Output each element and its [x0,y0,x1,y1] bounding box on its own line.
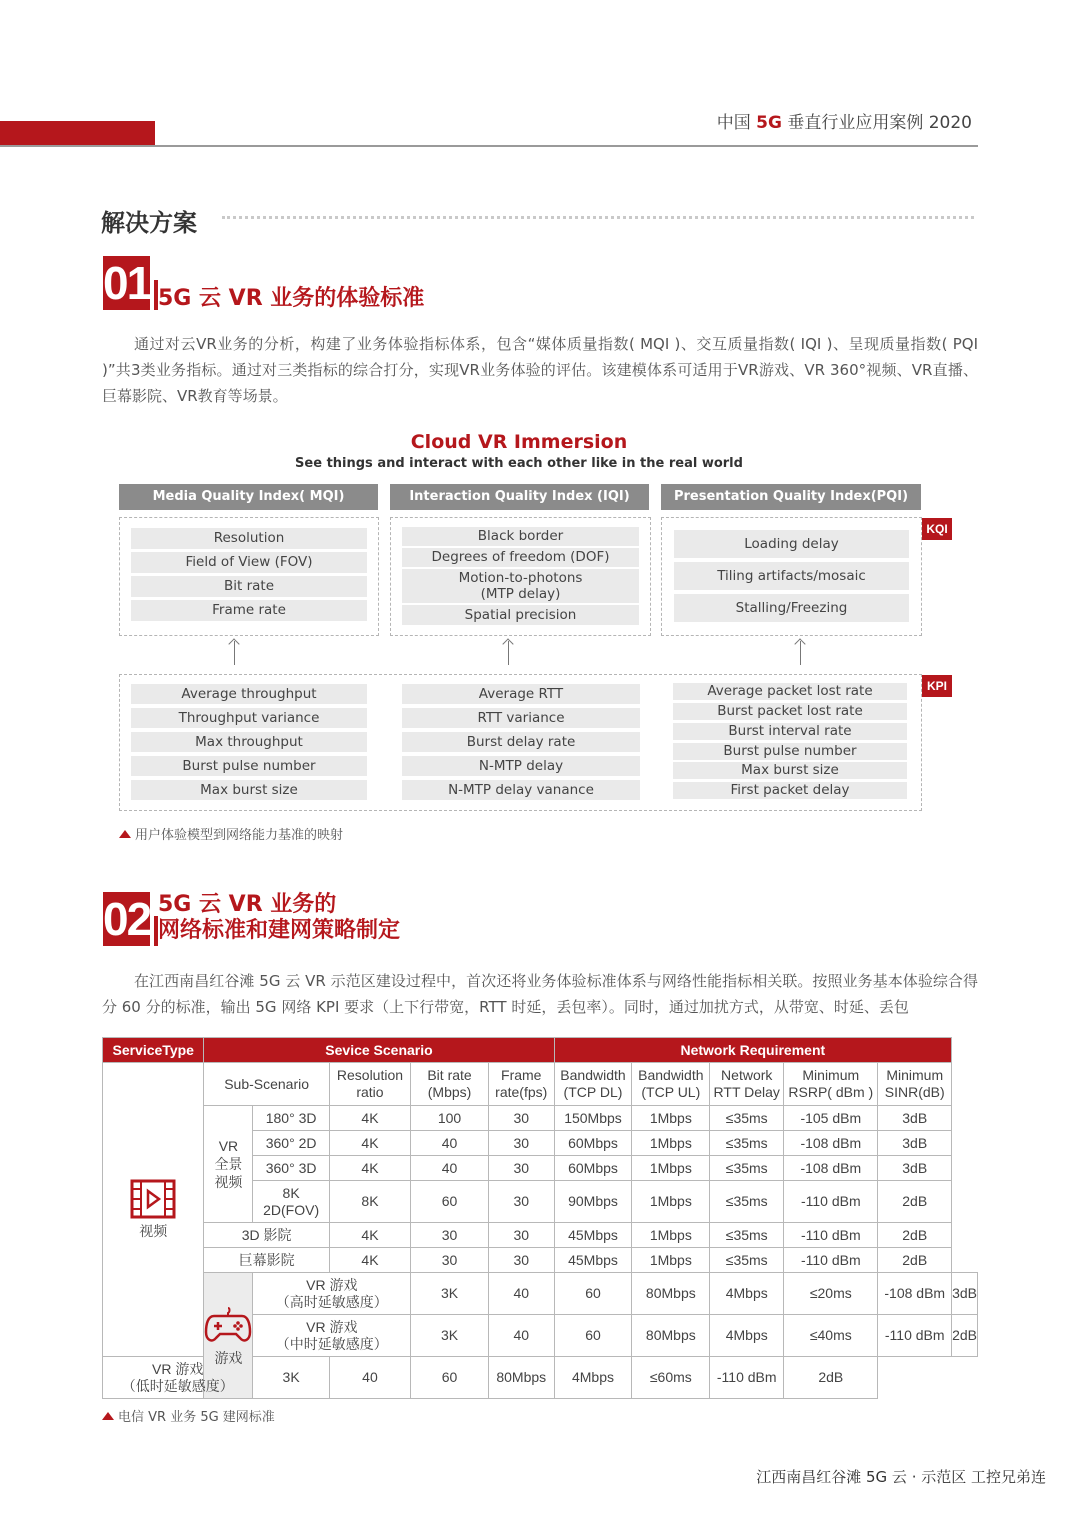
cell-sub: 360° 3D [253,1156,329,1181]
sh-rsrp: Minimum RSRP( dBm ) [784,1063,878,1106]
section-heading: 解决方案 [101,209,197,237]
cell-fps: 30 [488,1248,554,1273]
header-rule [0,145,978,147]
cell-dl: 90Mbps [554,1181,632,1223]
cell-sinr: 3dB [878,1156,952,1181]
cell-dl: 45Mbps [554,1223,632,1248]
cell-bitrate: 40 [329,1357,410,1399]
part1-paragraph: 通过对云VR业务的分析，构建了业务体验指标体系，包含“媒体质量指数( MQI )、交互质量指数( IQI )、呈现质量指数( PQI )”共3类业务指标。通过对三类指标的综合打分，实现VR业务体验的评估。该建模体系可适用于VR游戏、VR 360°视频、VR直播、巨幕影院、VR教育等场景。 [102,335,978,405]
header-title-suffix: 垂直行业应用案例 2020 [781,113,972,133]
cell-fps: 60 [554,1273,632,1315]
part2-number: 02 [103,893,151,945]
service-video-cell [103,1063,204,1357]
sh-bitrate: Bit rate (Mbps) [411,1063,489,1106]
th-scenario: Sevice Scenario [204,1038,554,1063]
kpi-item: N-MTP delay vanance [402,780,640,800]
cell-fps: 60 [554,1315,632,1357]
kpi-item: Average throughput [131,684,367,704]
sh-bw-ul: Bandwidth (TCP UL) [632,1063,710,1106]
vr-group-label: VR 全景 视频 [204,1106,253,1223]
kpi-item: Max burst size [131,780,367,800]
mqi-kqi-box [119,517,379,636]
iqi-header: Interaction Quality Index (IQI) [390,484,649,510]
diagram-title: Cloud VR Immersion [410,431,628,453]
iqi-kqi-box [390,517,651,636]
cell-sub: VR 游戏 （高时延敏感度） [253,1273,411,1315]
cell-res: 3K [253,1357,329,1399]
cell-sub: 8K 2D(FOV) [253,1181,329,1223]
kpi-item: N-MTP delay [402,756,640,776]
cell-sinr: 2dB [952,1315,978,1357]
mqi-header: Media Quality Index( MQI) [119,484,378,510]
sh-sinr: Minimum SINR(dB) [878,1063,952,1106]
kpi-item: Max burst size [673,762,907,779]
th-network: Network Requirement [554,1038,952,1063]
kpi-item: Throughput variance [131,708,367,728]
cell-rsrp: -105 dBm [784,1106,878,1131]
kqi-badge: KQI [922,518,952,540]
cell-rtt: ≤20ms [784,1273,878,1315]
cell-res: 4K [329,1106,410,1131]
cell-fps: 30 [488,1106,554,1131]
cell-bitrate: 40 [488,1315,554,1357]
header-title-prefix: 中国 [716,113,757,133]
cell-rsrp: -110 dBm [878,1315,952,1357]
header-title-highlight: 5G [756,113,782,133]
kqi-item: Stalling/Freezing [674,594,909,622]
up-arrow-icon [508,641,509,665]
cell-ul: 4Mbps [710,1315,784,1357]
cell-fps: 30 [488,1223,554,1248]
cell-bitrate: 30 [411,1223,489,1248]
kqi-item: Black border [402,527,639,546]
video-icon [130,1179,176,1219]
cell-sinr: 2dB [878,1223,952,1248]
cell-sinr: 2dB [878,1248,952,1273]
cell-dl: 80Mbps [632,1315,710,1357]
cell-sinr: 2dB [878,1181,952,1223]
cell-bitrate: 100 [411,1106,489,1131]
cell-rsrp: -110 dBm [784,1181,878,1223]
part1-number: 01 [103,257,151,309]
cell-rtt: ≤35ms [710,1223,784,1248]
cell-dl: 60Mbps [554,1131,632,1156]
cell-sub: 180° 3D [253,1106,329,1131]
sh-bw-dl: Bandwidth (TCP DL) [554,1063,632,1106]
kqi-item: Degrees of freedom (DOF) [402,548,639,567]
header-accent-bar [0,121,155,146]
kqi-item: Frame rate [131,600,367,621]
cell-rtt: ≤35ms [710,1181,784,1223]
cell-sinr: 2dB [784,1357,878,1399]
cell-rtt: ≤35ms [710,1248,784,1273]
cell-rsrp: -108 dBm [878,1273,952,1315]
th-service-type: ServiceType [103,1038,204,1063]
pqi-kqi-box [661,517,922,636]
cell-sub: 3D 影院 [204,1223,329,1248]
table-row [103,1248,978,1273]
up-arrow-icon [800,641,801,665]
cell-sub: VR 游戏 （中时延敏感度） [253,1315,411,1357]
kqi-item: Spatial precision [402,605,639,625]
kpi-item: Burst delay rate [402,732,640,752]
cell-ul: 1Mbps [632,1131,710,1156]
table-row [103,1223,978,1248]
pqi-header: Presentation Quality Index(PQI) [661,484,921,510]
cell-res: 3K [411,1273,489,1315]
diagram-caption [119,824,343,843]
table-row [103,1273,978,1315]
sh-rtt: Network RTT Delay [710,1063,784,1106]
cell-sinr: 3dB [952,1273,978,1315]
cell-sub: 360° 2D [253,1131,329,1156]
cell-bitrate: 30 [411,1248,489,1273]
cell-res: 4K [329,1156,410,1181]
up-arrow-icon [234,641,235,665]
cell-rsrp: -108 dBm [784,1156,878,1181]
cell-rtt: ≤35ms [710,1131,784,1156]
kqi-item: Bit rate [131,576,367,597]
cell-ul: 1Mbps [632,1106,710,1131]
kpi-badge: KPI [922,675,952,697]
cell-dl: 80Mbps [488,1357,554,1399]
cell-sub: 巨幕影院 [204,1248,329,1273]
gamepad-icon [204,1304,252,1346]
iqi-kpi-list [391,675,661,808]
cell-rtt: ≤40ms [784,1315,878,1357]
cell-rsrp: -110 dBm [784,1223,878,1248]
cell-res: 4K [329,1223,410,1248]
cell-bitrate: 60 [411,1181,489,1223]
cell-bitrate: 40 [411,1131,489,1156]
cell-ul: 4Mbps [554,1357,632,1399]
kpi-item: Average RTT [402,684,640,704]
table-caption-text: 电信 VR 业务 5G 建网标准 [118,1410,275,1425]
cell-dl: 80Mbps [632,1273,710,1315]
mqi-kpi-list [120,675,390,808]
cell-ul: 1Mbps [632,1223,710,1248]
table-subhead-row [103,1063,978,1106]
cell-rsrp: -108 dBm [784,1131,878,1156]
service-game-label: 游戏 [214,1350,243,1366]
kpi-item: Max throughput [131,732,367,752]
kqi-item: Field of View (FOV) [131,552,367,573]
network-requirement-table [102,1037,978,1399]
sh-resolution: Resolution ratio [329,1063,410,1106]
cell-sub: VR 游戏 （低时延敏感度） [103,1357,253,1399]
cell-fps: 30 [488,1156,554,1181]
cell-dl: 150Mbps [554,1106,632,1131]
cell-rtt: ≤60ms [632,1357,710,1399]
kqi-item: Loading delay [674,530,909,558]
diagram-caption-text: 用户体验模型到网络能力基准的映射 [135,828,344,843]
cell-res: 4K [329,1131,410,1156]
cell-rtt: ≤35ms [710,1106,784,1131]
section-dotted-rule [222,216,974,219]
footer-running-title: 江西南昌红谷滩 5G 云 · 示范区 工控兄弟连 [756,1468,1046,1486]
part2-paragraph: 在江西南昌红谷滩 5G 云 VR 示范区建设过程中，首次还将业务体验标准体系与网络性能指标相关联。按照业务基本体验综合得分 60 分的标准，输出 5G 网络 KPI 要求（上下行带宽，RTT 时延，丢包率）。同时，通过加扰方式，从带宽、时延、丢包 [102,972,978,1016]
running-header [717,108,972,133]
cell-ul: 1Mbps [632,1248,710,1273]
cell-sinr: 3dB [878,1106,952,1131]
kqi-item: Motion-to-photons (MTP delay) [402,569,639,603]
kpi-item: Burst pulse number [673,743,907,760]
sh-sub-scenario: Sub-Scenario [204,1063,329,1106]
kpi-item: Burst packet lost rate [673,703,907,720]
kqi-item: Resolution [131,528,367,549]
pqi-kpi-list [662,675,920,808]
service-video-label: 视频 [139,1223,168,1239]
cell-res: 3K [411,1315,489,1357]
cell-res: 4K [329,1248,410,1273]
part2-title-line1: 5G 云 VR 业务的 [158,892,337,917]
kpi-item: Burst interval rate [673,723,907,740]
cell-dl: 60Mbps [554,1156,632,1181]
cell-bitrate: 40 [488,1273,554,1315]
cell-rtt: ≤35ms [710,1156,784,1181]
cell-ul: 1Mbps [632,1181,710,1223]
table-caption [102,1406,275,1425]
table-head-row [103,1038,978,1063]
cell-rsrp: -110 dBm [784,1248,878,1273]
part2-title-line2: 网络标准和建网策略制定 [158,918,401,943]
table-row [103,1106,978,1131]
cell-ul: 1Mbps [632,1156,710,1181]
sh-framerate: Frame rate(fps) [488,1063,554,1106]
cell-sinr: 3dB [878,1131,952,1156]
caret-up-icon [119,830,131,838]
kqi-item: Tiling artifacts/mosaic [674,562,909,590]
cell-rsrp: -110 dBm [710,1357,784,1399]
cell-fps: 30 [488,1181,554,1223]
cell-ul: 4Mbps [710,1273,784,1315]
cell-dl: 45Mbps [554,1248,632,1273]
cell-fps: 60 [411,1357,489,1399]
cell-res: 8K [329,1181,410,1223]
kpi-item: Burst pulse number [131,756,367,776]
diagram-subtitle: See things and interact with each other like in the real world [295,456,743,471]
cell-fps: 30 [488,1131,554,1156]
cell-bitrate: 40 [411,1156,489,1181]
kpi-item: First packet delay [673,782,907,799]
kpi-item: Average packet lost rate [673,683,907,700]
caret-up-icon [102,1412,114,1420]
kpi-item: RTT variance [402,708,640,728]
part1-title: 5G 云 VR 业务的体验标准 [158,286,425,311]
